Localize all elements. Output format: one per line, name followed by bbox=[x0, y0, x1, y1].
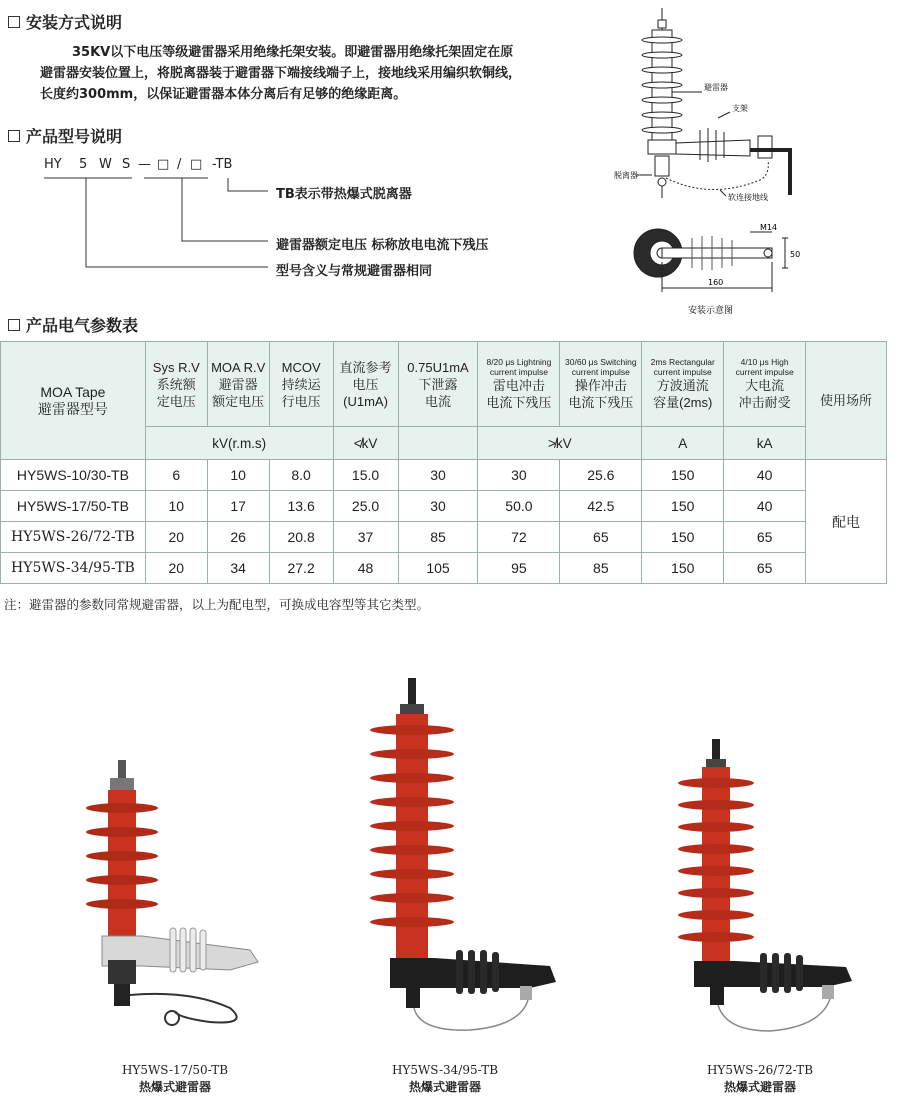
cell: 20.8 bbox=[269, 522, 333, 553]
product-photo-3 bbox=[660, 735, 860, 1045]
product-caption-3 bbox=[660, 1062, 860, 1096]
header-sys-rv: Sys R.V 系统额 定电压 bbox=[145, 342, 207, 427]
product-caption-2 bbox=[345, 1062, 545, 1096]
cell: 150 bbox=[642, 491, 724, 522]
header-moa-rv: MOA R.V 避雷器 额定电压 bbox=[207, 342, 269, 427]
cell: 72 bbox=[478, 522, 560, 553]
header-dc-ref: 直流参考 电压 (U1mA) bbox=[333, 342, 398, 427]
checkbox-square-icon bbox=[8, 319, 20, 331]
cell: 150 bbox=[642, 553, 724, 584]
diagram-label-160: 160 bbox=[708, 278, 724, 287]
model-note-tb: TB表示带热爆式脱离器 bbox=[276, 187, 412, 202]
install-line-1: 35KV以下电压等级避雷器采用绝缘托架安装。即避雷器用绝缘托架固定在原 bbox=[72, 45, 514, 60]
model-section-title bbox=[8, 124, 122, 147]
cell: 13.6 bbox=[269, 491, 333, 522]
header-lightning: 8/20 μs Lightning current impulse 雷电冲击 电流下残压 bbox=[478, 342, 560, 427]
cell-model: HY5WS-26/72-TB bbox=[1, 522, 146, 553]
product-caption-1 bbox=[75, 1062, 275, 1096]
cell: 34 bbox=[207, 553, 269, 584]
cell: 150 bbox=[642, 522, 724, 553]
model-code-box-1: □ bbox=[157, 157, 170, 172]
diagram-label-50: 50 bbox=[790, 250, 801, 259]
cell: 40 bbox=[724, 491, 806, 522]
cell: 85 bbox=[560, 553, 642, 584]
header-model: MOA Tape 避雷器型号 bbox=[1, 342, 146, 460]
install-paragraph bbox=[40, 42, 600, 105]
cell: 17 bbox=[207, 491, 269, 522]
product-model-2: HY5WS-34/95-TB bbox=[391, 1063, 499, 1077]
cell: 65 bbox=[724, 553, 806, 584]
product-name-2: 热爆式避雷器 bbox=[408, 1080, 481, 1094]
table-row bbox=[1, 491, 887, 522]
cell: 20 bbox=[145, 522, 207, 553]
cell: 25.0 bbox=[333, 491, 398, 522]
install-title-text: 安装方式说明 bbox=[26, 13, 123, 32]
cell: 150 bbox=[642, 460, 724, 491]
install-line-3: 长度约300mm，以保证避雷器本体分离后有足够的绝缘距离。 bbox=[40, 87, 407, 102]
cell: 26 bbox=[207, 522, 269, 553]
cell: 50.0 bbox=[478, 491, 560, 522]
product-photo-1 bbox=[80, 750, 270, 1040]
header-high-current: 4/10 μs High current impulse 大电流 冲击耐受 bbox=[724, 342, 806, 427]
checkbox-square-icon bbox=[8, 16, 20, 28]
product-model-1: HY5WS-17/50-TB bbox=[121, 1063, 229, 1077]
product-model-3: HY5WS-26/72-TB bbox=[706, 1063, 814, 1077]
param-title-text: 产品电气参数表 bbox=[26, 316, 139, 335]
unit-blank bbox=[398, 427, 478, 460]
table-header-row bbox=[1, 342, 887, 427]
diagram-label-bracket: 支架 bbox=[732, 104, 748, 113]
model-code-box-2: □ bbox=[190, 157, 203, 172]
cell: 30 bbox=[398, 491, 478, 522]
cell-model: HY5WS-10/30-TB bbox=[1, 460, 146, 491]
cell: 6 bbox=[145, 460, 207, 491]
cell: 65 bbox=[560, 522, 642, 553]
diagram-label-arrester: 避雷器 bbox=[704, 83, 728, 92]
cell: 27.2 bbox=[269, 553, 333, 584]
table-note: 注：避雷器的参数同常规避雷器，以上为配电型，可换成电容型等其它类型。 bbox=[4, 597, 430, 612]
model-note-voltage: 避雷器额定电压 标称放电电流下残压 bbox=[276, 238, 489, 253]
header-mcov: MCOV 持续运 行电压 bbox=[269, 342, 333, 427]
cell: 95 bbox=[478, 553, 560, 584]
unit-kv-rms: kV(r.m.s) bbox=[145, 427, 333, 460]
unit-not-more-kv: ≯kV bbox=[478, 427, 642, 460]
parameter-table bbox=[0, 341, 887, 584]
cell: 85 bbox=[398, 522, 478, 553]
install-line-2: 避雷器安装位置上，将脱离器装于避雷器下端接线端子上，接地线采用编织软铜线， bbox=[40, 66, 522, 81]
product-name-1: 热爆式避雷器 bbox=[138, 1080, 211, 1094]
header-switching: 30/60 μs Switching current impulse 操作冲击 电流下残压 bbox=[560, 342, 642, 427]
header-rectangular: 2ms Rectangular current impulse 方波通流 容量(2ms) bbox=[642, 342, 724, 427]
table-row bbox=[1, 460, 887, 491]
header-usage: 使用场所 bbox=[806, 342, 887, 460]
model-code-leader-lines bbox=[0, 170, 300, 280]
model-code-5: 5 bbox=[79, 157, 88, 172]
model-code-dash: — bbox=[138, 157, 151, 172]
cell: 40 bbox=[724, 460, 806, 491]
cell: 8.0 bbox=[269, 460, 333, 491]
cell-usage: 配电 bbox=[806, 460, 887, 584]
cell: 105 bbox=[398, 553, 478, 584]
cell: 37 bbox=[333, 522, 398, 553]
cell-model: HY5WS-17/50-TB bbox=[1, 491, 146, 522]
checkbox-square-icon bbox=[8, 130, 20, 142]
cell-model: HY5WS-34/95-TB bbox=[1, 553, 146, 584]
install-section-title bbox=[8, 10, 122, 33]
model-title-text: 产品型号说明 bbox=[26, 127, 123, 146]
unit-not-less-kv: ≮kV bbox=[333, 427, 398, 460]
param-section-title bbox=[8, 313, 138, 336]
model-code-tb: -TB bbox=[212, 157, 233, 172]
diagram-caption: 安装示意图 bbox=[688, 306, 734, 316]
unit-a: A bbox=[642, 427, 724, 460]
model-code-slash: / bbox=[177, 157, 182, 172]
header-leakage: 0.75U1mA 下泄露 电流 bbox=[398, 342, 478, 427]
diagram-label-ground-wire: 软连接地线 bbox=[728, 193, 768, 202]
cell: 30 bbox=[478, 460, 560, 491]
installation-diagram bbox=[600, 0, 900, 320]
cell: 10 bbox=[207, 460, 269, 491]
cell: 42.5 bbox=[560, 491, 642, 522]
product-name-3: 热爆式避雷器 bbox=[723, 1080, 796, 1094]
diagram-label-m14: M14 bbox=[760, 223, 778, 232]
diagram-label-disconnector: 脱离器 bbox=[614, 171, 638, 180]
table-row bbox=[1, 553, 887, 584]
model-code-s: S bbox=[122, 157, 131, 172]
cell: 10 bbox=[145, 491, 207, 522]
unit-ka: kA bbox=[724, 427, 806, 460]
cell: 15.0 bbox=[333, 460, 398, 491]
cell: 20 bbox=[145, 553, 207, 584]
model-note-meaning: 型号含义与常规避雷器相同 bbox=[276, 264, 433, 279]
cell: 65 bbox=[724, 522, 806, 553]
cell: 25.6 bbox=[560, 460, 642, 491]
table-row bbox=[1, 522, 887, 553]
cell: 30 bbox=[398, 460, 478, 491]
cell: 48 bbox=[333, 553, 398, 584]
model-code-w: W bbox=[99, 157, 112, 172]
product-photo-2 bbox=[360, 670, 560, 1040]
model-code-hy: HY bbox=[44, 157, 62, 172]
